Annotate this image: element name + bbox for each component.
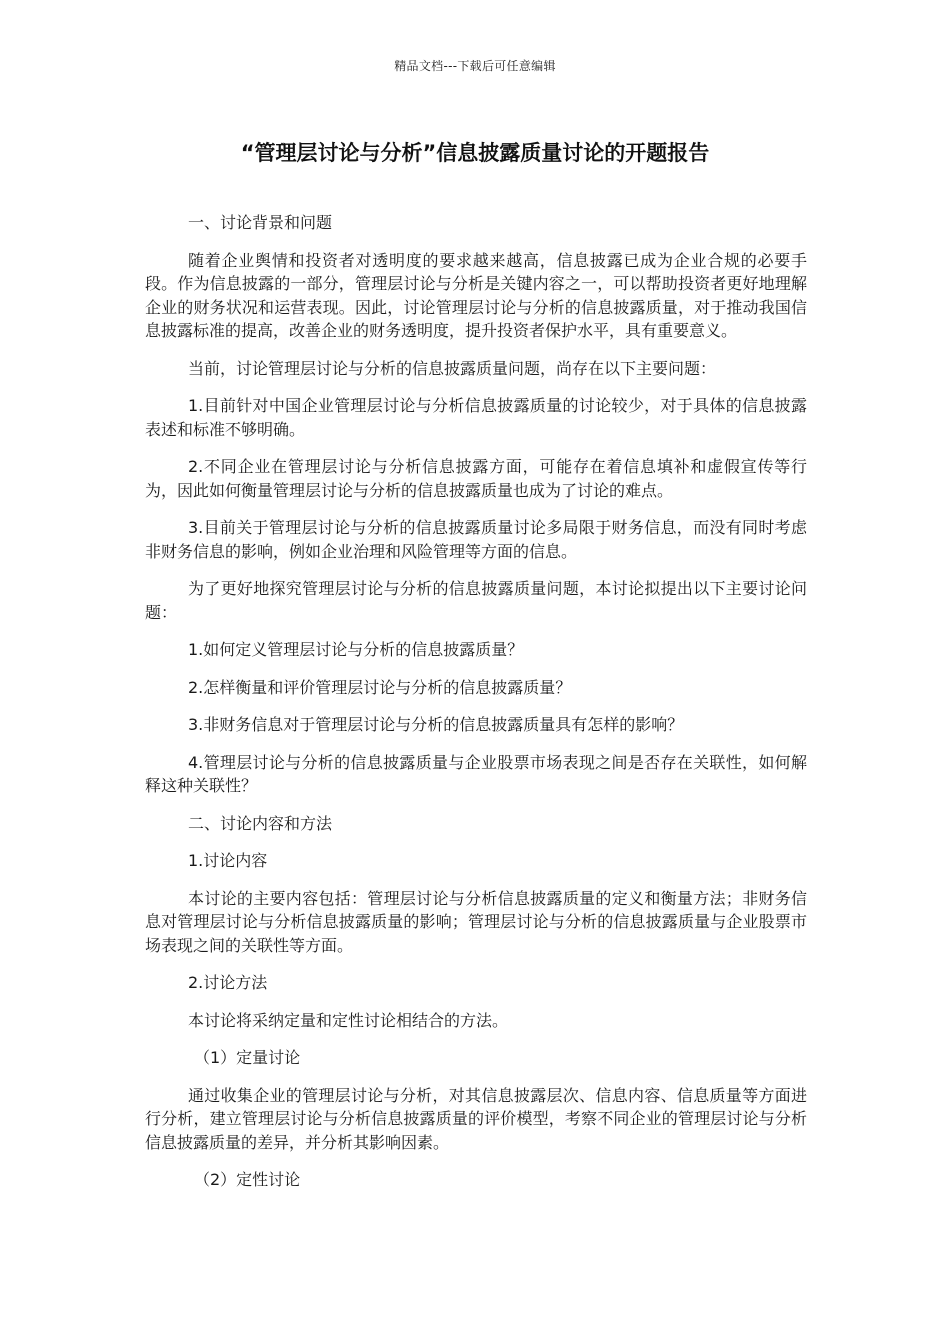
subheading-qualitative: （2）定性讨论 xyxy=(194,1170,301,1189)
section-heading-content-method: 二、讨论内容和方法 xyxy=(188,813,333,833)
paragraph-content: 本讨论的主要内容包括：管理层讨论与分析信息披露质量的定义和衡量方法；非财务信息对管理层讨论与分析信息披露质量的影响；管理层讨论与分析的信息披露质量与企业股票市场表现之间的关联性等方面。 xyxy=(145,888,807,955)
document-title: “管理层讨论与分析”信息披露质量讨论的开题报告 xyxy=(240,141,710,165)
document-body xyxy=(145,211,807,1206)
question-item-1: 1.如何定义管理层讨论与分析的信息披露质量？ xyxy=(188,640,524,659)
section-heading-background: 一、讨论背景和问题 xyxy=(188,213,333,232)
issue-item-2: 2.不同企业在管理层讨论与分析信息披露方面，可能存在着信息填补和虚假宣传等行为，因此如何衡量管理层讨论与分析的信息披露质量也成为了讨论的难点。 xyxy=(145,457,807,500)
subheading-content: 1.讨论内容 xyxy=(188,851,268,870)
issue-item-3: 3.目前关于管理层讨论与分析的信息披露质量讨论多局限于财务信息，而没有同时考虑非财务信息的影响，例如企业治理和风险管理等方面的信息。 xyxy=(145,518,807,561)
question-item-3: 3.非财务信息对于管理层讨论与分析的信息披露质量具有怎样的影响？ xyxy=(188,715,684,734)
paragraph-background: 随着企业舆情和投资者对透明度的要求越来越高，信息披露已成为企业合规的必要手段。作为信息披露的一部分，管理层讨论与分析是关键内容之一，可以帮助投资者更好地理解企业的财务状况和运营表现。因此，讨论管理层讨论与分析的信息披露质量，对于推动我国信息披露标准的提高，改善企业的财务透明度，提升投资者保护水平，具有重要意义。 xyxy=(145,250,807,340)
subheading-method: 2.讨论方法 xyxy=(188,973,268,992)
paragraph-method: 本讨论将采纳定量和定性讨论相结合的方法。 xyxy=(188,1010,509,1030)
issue-item-1: 1.目前针对中国企业管理层讨论与分析信息披露质量的讨论较少，对于具体的信息披露表述和标准不够明确。 xyxy=(145,396,807,439)
subheading-quantitative: （1）定量讨论 xyxy=(194,1048,301,1067)
header-note: 精品文档---下载后可任意编辑 xyxy=(394,59,556,73)
paragraph-questions-intro: 为了更好地探究管理层讨论与分析的信息披露质量问题，本讨论拟提出以下主要讨论问题： xyxy=(145,579,807,622)
question-item-2: 2.怎样衡量和评价管理层讨论与分析的信息披露质量？ xyxy=(188,677,572,697)
question-item-4: 4.管理层讨论与分析的信息披露质量与企业股票市场表现之间是否存在关联性，如何解释这种关联性？ xyxy=(145,752,807,795)
paragraph-quantitative: 通过收集企业的管理层讨论与分析，对其信息披露层次、信息内容、信息质量等方面进行分析，建立管理层讨论与分析信息披露质量的评价模型，考察不同企业的管理层讨论与分析信息披露质量的差异，并分析其影响因素。 xyxy=(145,1085,807,1152)
paragraph-current-issues-intro: 当前，讨论管理层讨论与分析的信息披露质量问题，尚存在以下主要问题： xyxy=(188,358,717,378)
